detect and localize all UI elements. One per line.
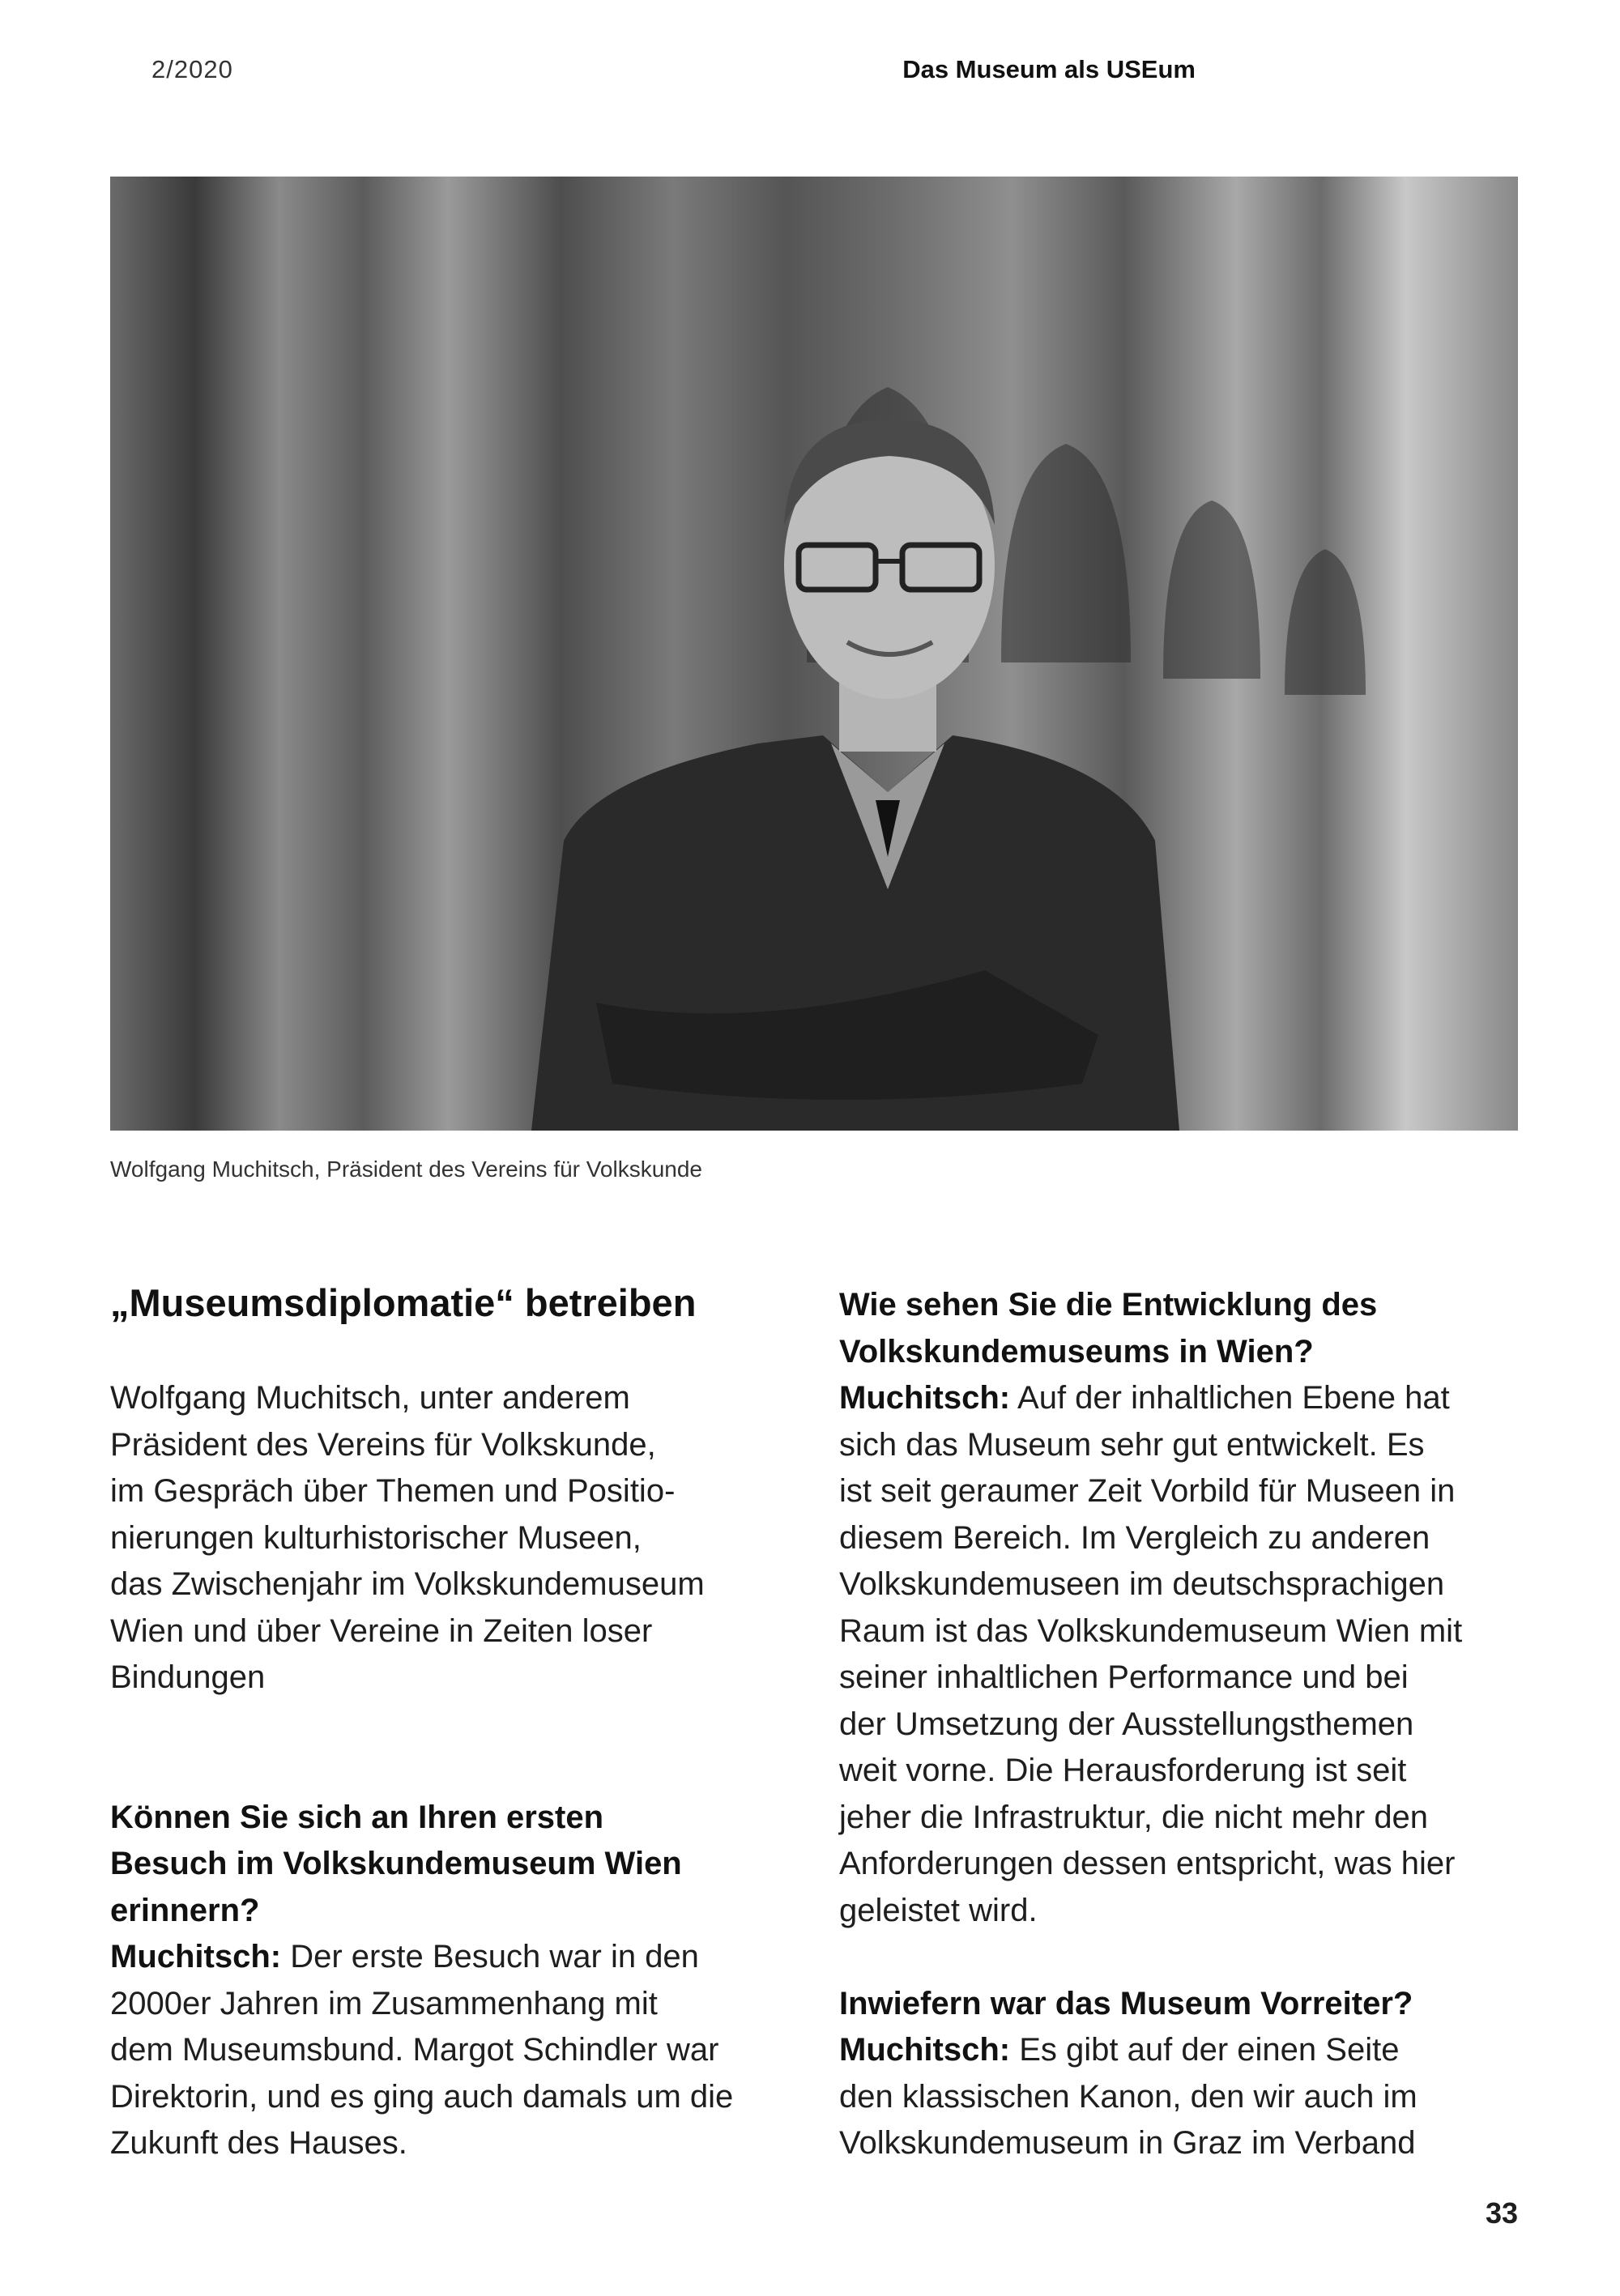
answer-line: den klassischen Kanon, den wir auch im [839,2078,1418,2115]
intro-paragraph [110,1375,733,1702]
portrait-illustration [110,177,1518,1131]
answer-line: weit vorne. Die Herausforderung ist seit [839,1753,1407,1788]
answer-line: ist seit geraumer Zeit Vorbild für Museen in [839,1473,1456,1509]
answer-line: 2000er Jahren im Zusammenhang mit [110,1985,658,2021]
speaker-label: Muchitsch: [839,1380,1011,1416]
answer-line: jeher die Infrastruktur, die nicht mehr den [839,1799,1429,1835]
speaker-label: Muchitsch: [839,2032,1011,2068]
question-line: Können Sie sich an Ihren ersten [110,1799,604,1835]
answer-line: geleistet wird. [839,1892,1038,1928]
question-line: Volkskundemuseums in Wien? [839,1333,1314,1370]
right-column [839,1282,1462,2167]
intro-line: Wien und über Vereine in Zeiten loser [110,1612,653,1649]
answer-line: Direktorin, und es ging auch damals um die [110,2078,734,2115]
question-line: erinnern? [110,1892,260,1928]
intro-line: das Zwischenjahr im Volkskundemuseum [110,1566,705,1602]
left-column [110,1280,733,2167]
answer-line: sich das Museum sehr gut entwickelt. Es [839,1426,1425,1463]
answer-line: Raum ist das Volkskundemuseum Wien mit [839,1612,1463,1649]
portrait-photo [110,177,1518,1131]
intro-line: Präsident des Vereins für Volkskunde, [110,1426,656,1463]
question-line: Inwiefern war das Museum Vorreiter? [839,1985,1413,2021]
answer-line: Zukunft des Hauses. [110,2125,407,2161]
intro-line: nierungen kulturhistorischer Museen, [110,1519,642,1556]
intro-line: im Gespräch über Themen und Positio- [110,1473,676,1509]
question-line: Besuch im Volkskundemuseum Wien [110,1846,682,1881]
speaker-label: Muchitsch: [110,1939,282,1974]
running-title: Das Museum als USEum [902,55,1196,83]
answer-line: Anforderungen dessen entspricht, was hier [839,1846,1456,1881]
answer-line: seiner inhaltlichen Performance und bei [839,1659,1409,1695]
answer-line: der Umsetzung der Ausstellungsthemen [839,1706,1414,1742]
question-line: Wie sehen Sie die Entwicklung des [839,1287,1378,1323]
answer-text: Auf der inhaltlichen Ebene hat [1010,1380,1450,1416]
answer-line: diesem Bereich. Im Vergleich zu anderen [839,1519,1430,1556]
answer-line: Volkskundemuseen im deutschsprachigen [839,1566,1445,1602]
answer-text: Es gibt auf der einen Seite [1010,2032,1400,2068]
answer-line: Volkskundemuseum in Graz im Verband [839,2125,1416,2161]
answer-text: Der erste Besuch war in den [281,1939,699,1974]
page-number: 33 [1485,2196,1518,2230]
intro-line: Bindungen [110,1659,266,1695]
issue-number: 2/2020 [151,55,233,83]
answer-line: dem Museumsbund. Margot Schindler war [110,2032,719,2068]
article-title: „Museumsdiplomatie“ betreiben [110,1281,697,1324]
question-block [110,1795,733,2167]
photo-caption: Wolfgang Muchitsch, Präsident des Vereins für Volkskunde [110,1157,702,1182]
intro-line: Wolfgang Muchitsch, unter anderem [110,1380,630,1416]
